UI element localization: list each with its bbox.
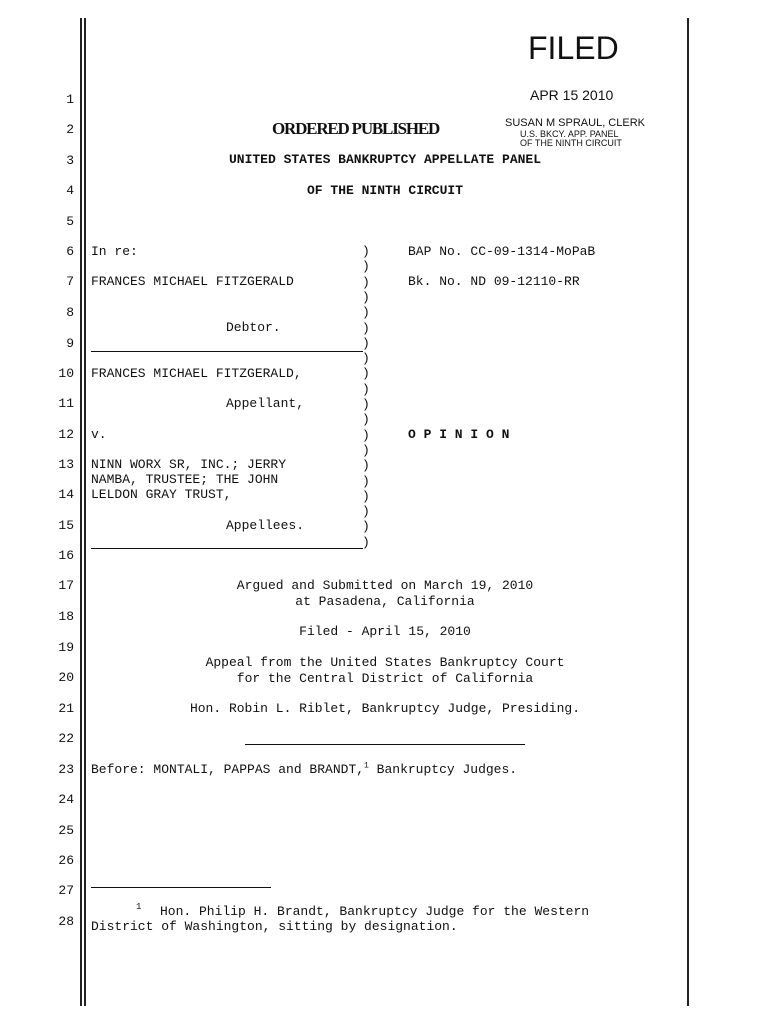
appellees-role: Appellees. bbox=[226, 518, 305, 533]
caption-paren: ) bbox=[362, 382, 370, 397]
caption-divider-2 bbox=[91, 548, 363, 549]
caption-paren: ) bbox=[362, 412, 370, 427]
circuit-name: OF THE NINTH CIRCUIT bbox=[306, 183, 464, 198]
appellant-name: FRANCES MICHAEL FITZGERALD, bbox=[91, 366, 302, 381]
footnote-reference[interactable]: 1 bbox=[364, 761, 369, 771]
line-number: 16 bbox=[58, 548, 74, 563]
caption-paren: ) bbox=[362, 305, 370, 320]
filed-line: Filed - April 15, 2010 bbox=[299, 624, 471, 639]
appellees-line2: NAMBA, TRUSTEE; THE JOHN bbox=[91, 472, 279, 487]
line-number: 7 bbox=[66, 274, 74, 289]
caption-paren: ) bbox=[362, 519, 370, 534]
filed-stamp: FILED bbox=[528, 30, 619, 66]
panel-judges-suffix: Bankruptcy Judges. bbox=[368, 762, 518, 777]
clerk-name: SUSAN M SPRAUL, CLERK bbox=[505, 117, 645, 129]
appeal-line2: for the Central District of California bbox=[236, 671, 534, 686]
left-margin-rule-outer bbox=[80, 18, 82, 1006]
caption-paren: ) bbox=[362, 259, 370, 274]
ordered-published: ORDERED PUBLISHED bbox=[272, 119, 440, 138]
line-number: 18 bbox=[58, 609, 74, 624]
caption-paren: ) bbox=[362, 397, 370, 412]
line-number: 22 bbox=[58, 731, 74, 746]
line-number: 20 bbox=[58, 670, 74, 685]
caption-paren: ) bbox=[362, 504, 370, 519]
line-number: 17 bbox=[58, 578, 74, 593]
line-number: 9 bbox=[66, 336, 74, 351]
caption-paren: ) bbox=[362, 474, 370, 489]
line-number: 25 bbox=[58, 823, 74, 838]
right-margin-rule bbox=[687, 18, 689, 1006]
presiding-judge: Hon. Robin L. Riblet, Bankruptcy Judge, Presiding. bbox=[189, 701, 581, 716]
footnote-line1: Hon. Philip H. Brandt, Bankruptcy Judge for the Western bbox=[160, 904, 590, 919]
line-number: 26 bbox=[58, 853, 74, 868]
caption-paren: ) bbox=[362, 428, 370, 443]
clerk-panel-line2: OF THE NINTH CIRCUIT bbox=[520, 138, 622, 148]
bk-number: Bk. No. ND 09-12110-RR bbox=[408, 274, 580, 289]
footnote-mark: 1 bbox=[136, 902, 142, 912]
line-number: 12 bbox=[58, 427, 74, 442]
appeal-line1: Appeal from the United States Bankruptcy Court bbox=[205, 655, 565, 670]
appellees-line1: NINN WORX SR, INC.; JERRY bbox=[91, 457, 287, 472]
footnote-rule bbox=[91, 887, 271, 888]
caption-paren: ) bbox=[362, 244, 370, 259]
caption-paren: ) bbox=[362, 535, 370, 550]
line-number: 21 bbox=[58, 701, 74, 716]
caption-paren: ) bbox=[362, 275, 370, 290]
line-number: 19 bbox=[58, 640, 74, 655]
versus: v. bbox=[91, 427, 107, 442]
line-number: 6 bbox=[66, 244, 74, 259]
caption-paren: ) bbox=[362, 458, 370, 473]
opinion-title: O P I N I O N bbox=[408, 427, 510, 442]
in-re: In re: bbox=[91, 244, 138, 259]
filed-date: APR 15 2010 bbox=[530, 87, 614, 103]
caption-divider-1 bbox=[91, 351, 363, 352]
line-number: 1 bbox=[66, 92, 74, 107]
left-margin-rule-inner bbox=[84, 18, 86, 1006]
appellant-role: Appellant, bbox=[226, 396, 305, 411]
line-number: 2 bbox=[66, 122, 74, 137]
argued-line: Argued and Submitted on March 19, 2010 bbox=[236, 578, 534, 593]
bap-number: BAP No. CC-09-1314-MoPaB bbox=[408, 244, 596, 259]
court-name: UNITED STATES BANKRUPTCY APPELLATE PANEL bbox=[228, 152, 542, 167]
line-number: 24 bbox=[58, 792, 74, 807]
line-number: 4 bbox=[66, 183, 74, 198]
line-number: 11 bbox=[58, 396, 74, 411]
line-number: 13 bbox=[58, 457, 74, 472]
line-number: 3 bbox=[66, 153, 74, 168]
argued-location: at Pasadena, California bbox=[295, 594, 475, 609]
line-number: 23 bbox=[58, 762, 74, 777]
appellees-line3: LELDON GRAY TRUST, bbox=[91, 487, 232, 502]
debtor-name: FRANCES MICHAEL FITZGERALD bbox=[91, 274, 294, 289]
line-number: 5 bbox=[66, 214, 74, 229]
caption-paren: ) bbox=[362, 351, 370, 366]
line-number: 28 bbox=[58, 914, 74, 929]
line-number: 8 bbox=[66, 305, 74, 320]
line-number: 15 bbox=[58, 518, 74, 533]
line-number: 10 bbox=[58, 366, 74, 381]
panel-judges-text: Before: MONTALI, PAPPAS and BRANDT, bbox=[91, 762, 365, 777]
clerk-panel-line1: U.S. BKCY. APP. PANEL bbox=[520, 129, 619, 139]
footnote-line2: District of Washington, sitting by designation. bbox=[91, 919, 458, 934]
caption-paren: ) bbox=[362, 290, 370, 305]
caption-paren: ) bbox=[362, 489, 370, 504]
line-number: 14 bbox=[58, 487, 74, 502]
panel-judges bbox=[91, 762, 517, 778]
caption-paren: ) bbox=[362, 321, 370, 336]
debtor-role: Debtor. bbox=[226, 320, 281, 335]
caption-paren: ) bbox=[362, 366, 370, 381]
caption-paren: ) bbox=[362, 443, 370, 458]
section-rule bbox=[245, 744, 525, 745]
caption-paren: ) bbox=[362, 336, 370, 351]
line-number: 27 bbox=[58, 883, 74, 898]
